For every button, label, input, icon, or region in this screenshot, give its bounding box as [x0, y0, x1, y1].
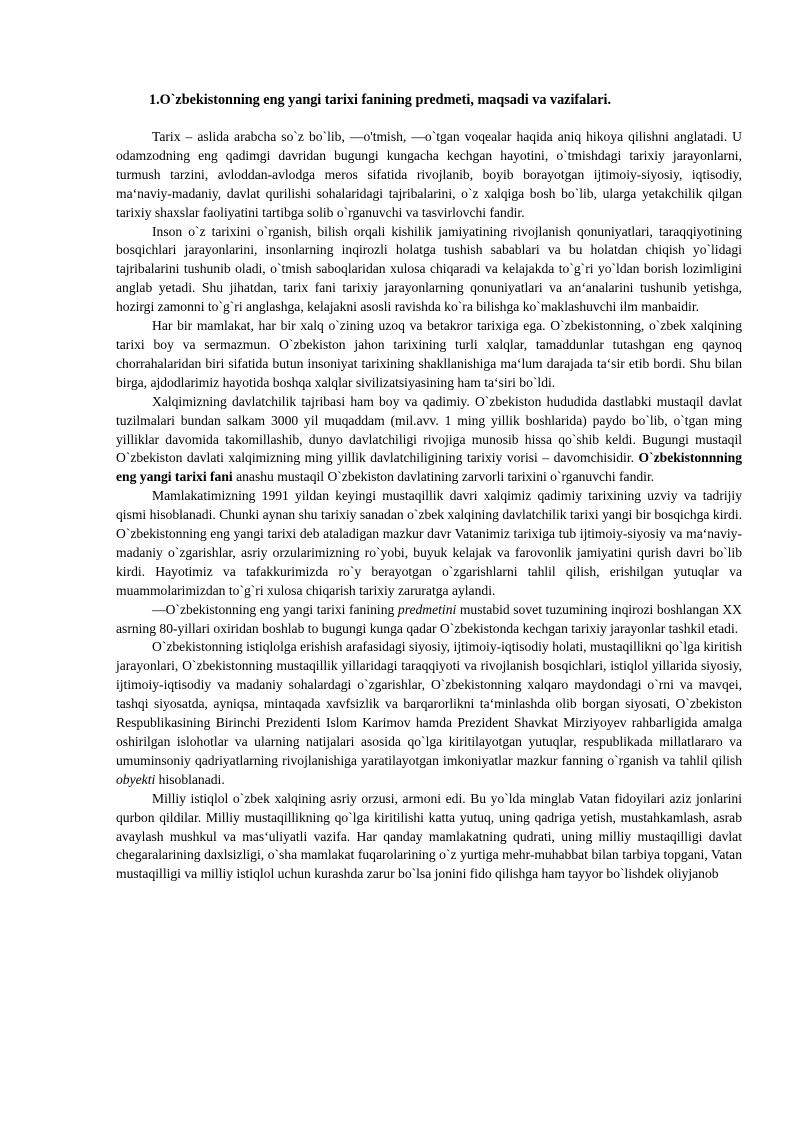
statehood-text: Xalqimizning davlatchilik tajribasi ham boy va qadimiy. O`zbekiston hududida dastlabki mustaqil davlat tuzilmalari bundan salkam 3000 yil muqaddam (mil.avv. 1 ming yillik boshlarida) paydo bo`lib, o`tgan ming yilliklar davomida takomillashib, dunyo davlatchiligi rivojiga munosib hissa qo`shib keldi. Bugungi mustaqil O`zbekiston davlati xalqimizning ming yillik davlatchiligining tarixiy vorisi – davomchisidir. — [116, 393, 742, 466]
paragraph-history-study: Inson o`z tarixini o`rganish, bilish orqali kishilik jamiyatining rivojlanish qonuniyatlari, taraqqiyotining bosqichlari jarayonlarini, insonlarning inqirozli holatga tushish sabablari va bu holatdan chiqish yo`lidagi tajribalarini tushunib oladi, o`tmish saboqlaridan xulosa chiqaradi va kelajakda to`g`ri yo`ldan borish lozimligini anglab yetadi. Shu jihatdan, tarix fani tarixiy jarayonlarning qonuniyatlari va an‘analarini tushunib yetishga, hozirgi zamonni to`g`ri anglashga, kelajakni asosli ravishda ko`ra bilishga ko`maklashuvchi ilm manbaidir. — [116, 223, 742, 315]
paragraph-tarix-definition: Tarix – aslida arabcha so`z bo`lib, ―o'tmish, ―o`tgan voqealar haqida aniq hikoya qilishni anglatadi. U odamzodning eng qadimgi davridan bugungi kungacha kechgan hayotini, o`tmishdagi tarixiy jarayonlarni, turmush tarzini, avloddan-avlodga meros sifatida rivojlanib, boyib borayotgan ijtimoiy-siyosiy, iqtisodiy, ma‘naviy-madaniy, davlat qurilishi sohalaridagi tajribalarini, o`z xalqiga bosh bo`lib, ularga yetakchilik qilgan tarixiy shaxslar faoliyatini tartibga solib o`rganuvchi va tasvirlovchi fandir. — [116, 129, 742, 220]
paragraph-uzbekistan-history: Har bir mamlakat, har bir xalq o`zining uzoq va betakror tarixiga ega. O`zbekistonning, o`zbek xalqining tarixi boy va sermazmun. O`zbekiston jahon tarixining turli xalqlar, tamaddunlar tutashgan eng qaynoq chorrahalaridan biri sifatida butun insoniyat tarixining shakllanishiga ma‘lum darajada ta‘sir etib bordi. Shu bilan birga, ajdodlarimiz hayotida boshqa xalqlar sivilizatsiyasining ham ta‘siri bo`ldi. — [116, 318, 742, 390]
paragraph-national-independence: Milliy istiqlol o`zbek xalqining asriy orzusi, armoni edi. Bu yo`lda minglab Vatan fidoyilari aziz jonlarini qurbon qildilar. Milliy mustaqillikning qo`lga kiritilishi katta yutuq, uning qadriga yetish, mustahkamlash, asrab avaylash mushkul va mas‘uliyatli vazifa. Har qanday mamlakatning qudrati, uning milliy mustaqilligi davlat chegaralarining daxlsizligi, o`sha mamlakat fuqarolarining o`z yurtiga mehr-muhabbat bilan tarbiya topgani, Vatan mustaqilligi va milliy istiqlol uchun kurashda zarur bo`lsa jonini fido qilishga ham tayyor bo`lishdek oliyjanob — [116, 790, 742, 882]
predmet-italic: predmetini — [397, 601, 457, 617]
paragraph-subject-predmet — [116, 601, 742, 639]
object-text-end: hisoblanadi. — [158, 771, 225, 787]
section-heading: 1.O`zbekistonning eng yangi tarixi fanining predmeti, maqsadi va vazifalari. — [149, 92, 612, 108]
paragraph-statehood — [116, 393, 742, 488]
object-italic: obyekti — [116, 771, 156, 787]
paragraph-subject-object — [116, 638, 742, 789]
statehood-text-end: anashu mustaqil O`zbekiston davlatining zarvorli tarixini o`rganuvchi fandir. — [236, 469, 655, 485]
object-text: O`zbekistonning istiqlolga erishish arafasidagi siyosiy, ijtimoiy-iqtisodiy holati, mustaqillikni qo`lga kiritish jarayonlari, O`zbekistonning mustaqillik yillaridagi taraqqiyoti va rivojlanish bosqichlari, istiqlol yillarida siyosiy, ijtimoiy-iqtisodiy va madaniy sohalardagi o`zgarishlar, O`zbekistonning xalqaro maydondagi o`rni va mavqei, tashqi siyosatda, ayniqsa, mintaqada xavfsizlik va barqarorlikni ta‘minlashda olib borgan siyosati, O`zbekiston Respublikasining Birinchi Prezidenti Islom Karimov hamda Prezident Shavkat Mirziyoyev rahbarligida amalga oshirilgan islohotlar va ularning natijalari asosida qo`lga kiritilayotgan yutuqlar, respublikada millatlararo va umuminsoniy qadriyatlarning rivojlanishiga yaratilayotgan imkoniyatlar mazkur fanning o`rganish va tahlil qilish — [116, 639, 742, 768]
subject-name-bold: O`zbekistonnning eng yangi tarixi fani — [116, 450, 742, 485]
predmet-text-end: mustabid sovet tuzumining inqirozi boshlangan XX asrning 80-yillari oxiridan boshlab to bugungi kunga qadar O`zbekistonda kechgan tarixiy jarayonlar tashkil etadi. — [116, 601, 742, 636]
predmet-text: ―O`zbekistonning eng yangi tarixi fanining — [152, 601, 395, 617]
document-page — [116, 90, 742, 884]
paragraph-independence-period: Mamlakatimizning 1991 yildan keyingi mustaqillik davri xalqimiz qadimiy tarixining uzviy va tadrijiy qismi hisoblanadi. Chunki aynan shu tarixiy sanadan o`zbek xalqining davlatchilik tarixi yangi bir bosqichga kirdi. O`zbekistonning eng yangi tarixi deb ataladigan mazkur davr Vatanimiz tarixiga tub ijtimoiy-siyosiy va ma‘naviy-madaniy o`zgarishlar, asriy orzularimizning ro`yobi, buyuk kelajak va farovonlik jamiyatini qurish davri bo`lib kirdi. Hayotimiz va tafakkurimizda ro`y berayotgan o`zgarishlarni tahlil qilish, erishilgan yutuqlar va muammolarimizdan to`g`ri xulosa chiqarish tarixiy zaruratga aylandi. — [116, 488, 742, 598]
